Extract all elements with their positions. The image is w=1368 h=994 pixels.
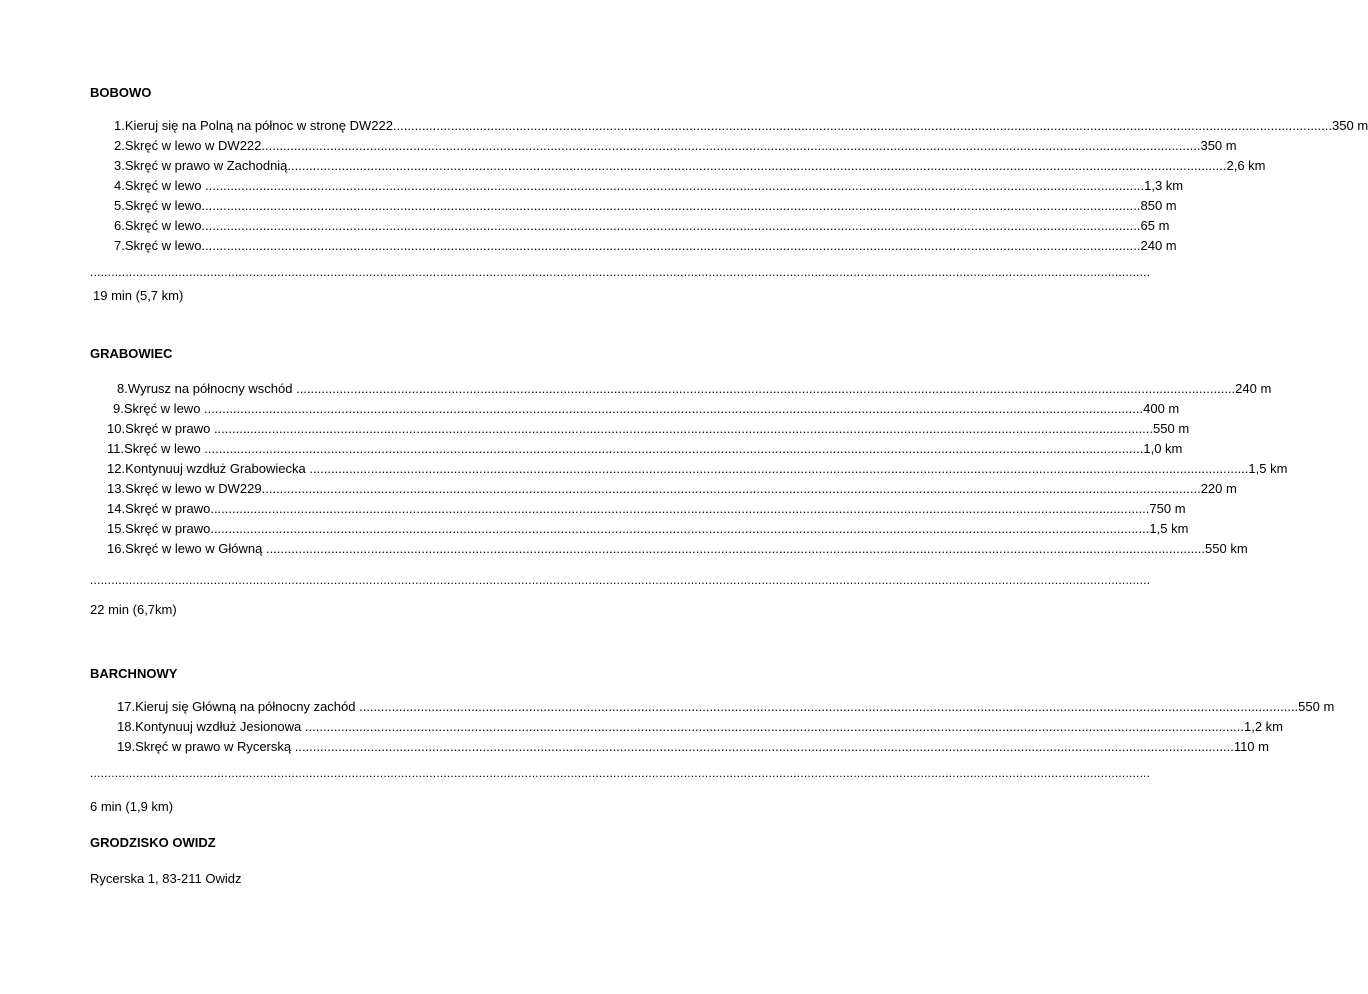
step-text: Kontynuuj wzdłuż Grabowiecka .................................................................................................................................................................................................................................................................... xyxy=(125,461,1249,476)
route-step xyxy=(114,116,1368,136)
destination-address: Rycerska 1, 83-211 Owidz xyxy=(90,871,242,886)
step-distance: 240 m xyxy=(1235,381,1272,396)
step-text: Kontynuuj wzdłuż Jesionowa .................................................................................................................................................................................................................................................................... xyxy=(135,719,1244,734)
step-number: 2. xyxy=(114,138,125,153)
section-summary: 19 min (5,7 km) xyxy=(93,288,184,303)
step-distance: 1,5 km xyxy=(1149,521,1189,536)
section-heading-grabowiec: GRABOWIEC xyxy=(90,346,173,361)
step-distance: 65 m xyxy=(1140,218,1170,233)
section-heading-grodzisko-owidz: GRODZISKO OWIDZ xyxy=(90,835,216,850)
route-step xyxy=(114,236,1177,256)
step-distance: 1,3 km xyxy=(1144,178,1184,193)
section-heading-bobowo: BOBOWO xyxy=(90,85,152,100)
step-text: Skręć w lewo.................................................................................................................................................................................................................................................................... xyxy=(124,198,1141,213)
step-number: 18. xyxy=(117,719,136,734)
step-distance: 240 m xyxy=(1140,238,1177,253)
section-summary: 22 min (6,7km) xyxy=(90,602,177,617)
step-distance: 1,5 km xyxy=(1248,461,1288,476)
route-step xyxy=(117,697,1335,717)
step-number: 10. xyxy=(107,421,126,436)
route-step xyxy=(107,459,1288,479)
step-distance: 2,6 km xyxy=(1226,158,1266,173)
route-step xyxy=(114,176,1184,196)
step-number: 15. xyxy=(107,521,126,536)
step-text: Skręć w prawo.................................................................................................................................................................................................................................................................... xyxy=(125,501,1150,516)
route-step xyxy=(114,136,1237,156)
step-distance: 1,2 km xyxy=(1243,719,1283,734)
step-number: 7. xyxy=(114,238,125,253)
step-text: Skręć w lewo w DW229.................................................................................................................................................................................................................................................................... xyxy=(125,481,1201,496)
dotted-separator: ............................................................................................................................................................................................................................................................................................................ xyxy=(90,573,1151,587)
step-text: Skręć w lewo.................................................................................................................................................................................................................................................................... xyxy=(124,218,1141,233)
route-step xyxy=(114,156,1266,176)
step-text: Skręć w lewo .................................................................................................................................................................................................................................................................... xyxy=(123,401,1144,416)
step-text: Wyrusz na północny wschód .................................................................................................................................................................................................................................................................... xyxy=(127,381,1236,396)
step-text: Skręć w lewo .................................................................................................................................................................................................................................................................... xyxy=(124,441,1144,456)
route-step xyxy=(114,196,1177,216)
step-text: Skręć w prawo.................................................................................................................................................................................................................................................................... xyxy=(125,521,1150,536)
section-summary: 6 min (1,9 km) xyxy=(90,799,174,814)
step-distance: 750 m xyxy=(1149,501,1186,516)
route-step xyxy=(107,479,1237,499)
route-step xyxy=(117,379,1272,399)
step-text: Skręć w lewo w Główną .................................................................................................................................................................................................................................................................... xyxy=(125,541,1206,556)
route-step xyxy=(107,519,1189,539)
step-text: Kieruj się Główną na północny zachód .................................................................................................................................................................................................................................................................... xyxy=(135,699,1299,714)
route-step xyxy=(117,737,1269,757)
step-number: 8. xyxy=(117,381,128,396)
step-distance: 550 m xyxy=(1153,421,1190,436)
step-number: 19. xyxy=(117,739,136,754)
route-step xyxy=(107,439,1183,459)
step-text: Skręć w prawo .................................................................................................................................................................................................................................................................... xyxy=(125,421,1154,436)
step-number: 13. xyxy=(107,481,126,496)
step-text: Skręć w prawo w Zachodnią.................................................................................................................................................................................................................................................................... xyxy=(124,158,1227,173)
step-text: Skręć w lewo .................................................................................................................................................................................................................................................................... xyxy=(124,178,1145,193)
step-number: 3. xyxy=(114,158,125,173)
route-step xyxy=(107,499,1186,519)
step-distance: 350 m xyxy=(1200,138,1237,153)
step-number: 1. xyxy=(114,118,125,133)
step-number: 11. xyxy=(107,441,125,456)
step-number: 6. xyxy=(114,218,125,233)
route-step xyxy=(107,419,1190,439)
step-distance: 350 m xyxy=(1332,118,1368,133)
step-number: 14. xyxy=(107,501,126,516)
route-step xyxy=(117,717,1283,737)
dotted-separator: ............................................................................................................................................................................................................................................................................................................ xyxy=(90,766,1151,780)
step-distance: 1,0 km xyxy=(1143,441,1183,456)
step-number: 17. xyxy=(117,699,136,714)
step-text: Skręć w lewo.................................................................................................................................................................................................................................................................... xyxy=(124,238,1141,253)
step-distance: 550 m xyxy=(1298,699,1335,714)
step-number: 16. xyxy=(107,541,126,556)
step-text: Kieruj się na Polną na północ w stronę DW222.................................................................................................................................................................................................................................................................... xyxy=(124,118,1333,133)
step-number: 9. xyxy=(113,401,124,416)
route-step xyxy=(114,216,1170,236)
step-number: 12. xyxy=(107,461,126,476)
step-distance: 400 m xyxy=(1143,401,1180,416)
step-text: Skręć w prawo w Rycerską .................................................................................................................................................................................................................................................................... xyxy=(135,739,1234,754)
step-distance: 220 m xyxy=(1200,481,1237,496)
route-step xyxy=(113,399,1180,419)
step-distance: 850 m xyxy=(1140,198,1177,213)
step-distance: 110 m xyxy=(1233,739,1269,754)
step-text: Skręć w lewo w DW222.................................................................................................................................................................................................................................................................... xyxy=(124,138,1201,153)
step-number: 5. xyxy=(114,198,125,213)
step-number: 4. xyxy=(114,178,125,193)
step-distance: 550 km xyxy=(1205,541,1248,556)
section-heading-barchnowy: BARCHNOWY xyxy=(90,666,178,681)
dotted-separator: ............................................................................................................................................................................................................................................................................................................ xyxy=(90,265,1151,279)
route-step xyxy=(107,539,1248,559)
